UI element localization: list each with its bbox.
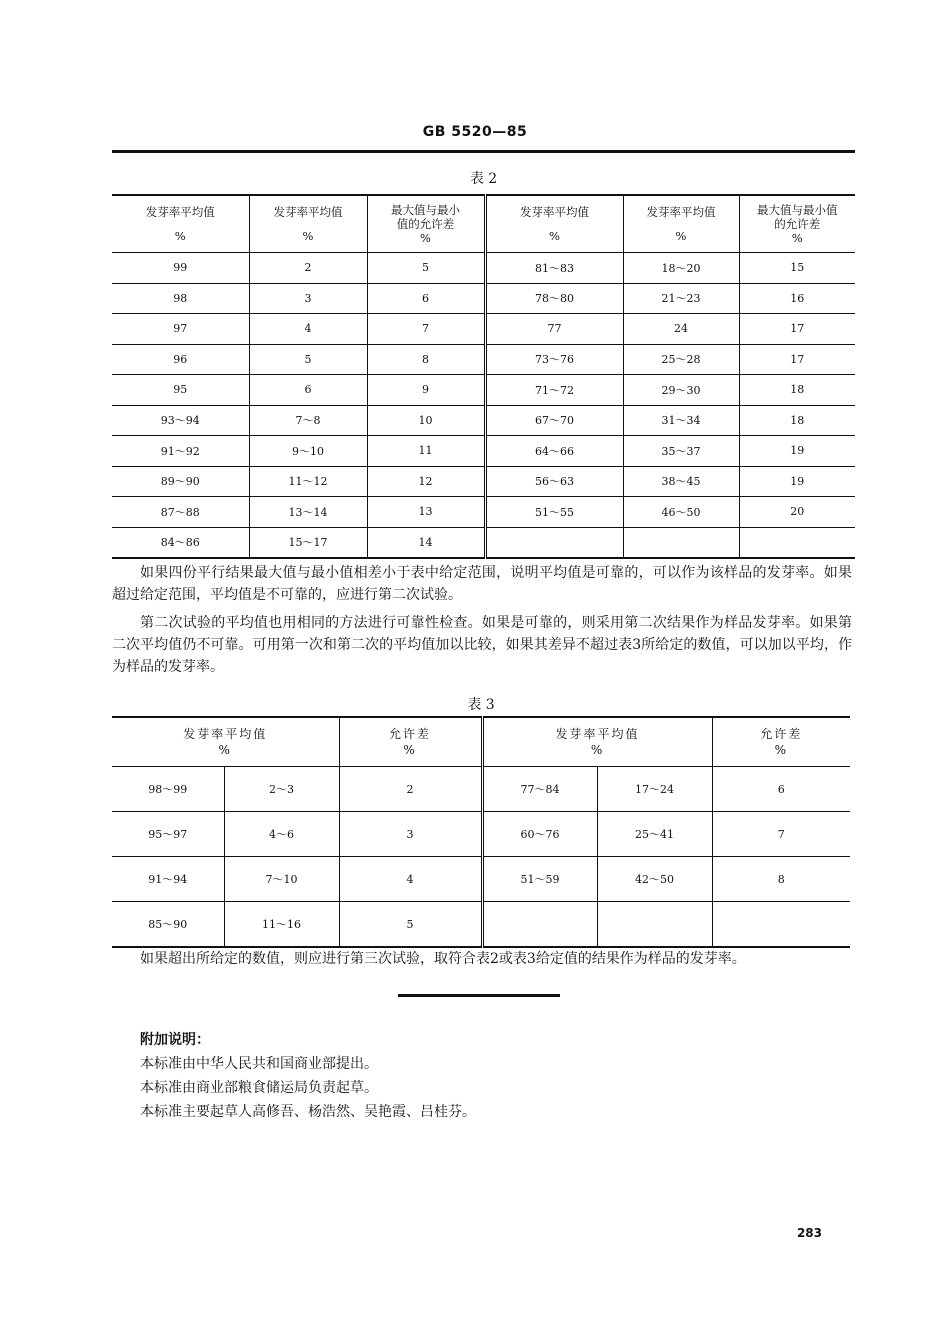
table3-cell: 4 — [339, 857, 482, 902]
table2-cell — [485, 527, 623, 558]
table2-row — [112, 405, 855, 436]
table3-cell: 7～10 — [224, 857, 339, 902]
table3-cell: 42～50 — [597, 857, 712, 902]
table2-cell: 19 — [739, 436, 855, 467]
paragraph-1: 如果四份平行结果最大值与最小值相差小于表中给定范围，说明平均值是可靠的，可以作为该样品的发芽率。如果超过给定范围，平均值是不可靠的，应进行第二次试验。 — [112, 565, 852, 603]
table2-row — [112, 253, 855, 284]
table2-cell: 7～8 — [249, 405, 367, 436]
table2-cell: 84～86 — [160, 536, 200, 550]
notes-line-1: 本标准由中华人民共和国商业部提出。 — [140, 1056, 378, 1072]
table3-row — [112, 812, 850, 857]
table2-row — [112, 314, 855, 345]
table2-cell: 91～92 — [112, 436, 249, 467]
notes-line-3: 本标准主要起草人高修吾、杨浩然、吴艳霞、吕桂芬。 — [140, 1104, 476, 1120]
table2-cell: 13～14 — [249, 497, 367, 528]
table3-cell: 8 — [712, 857, 850, 902]
table3-cell: 51～59 — [482, 857, 597, 902]
table2-row — [112, 527, 855, 558]
table2-cell: 8 — [367, 344, 485, 375]
table2-header-cell: 发芽率平均值 % — [485, 195, 623, 253]
table2-header-cell: 发芽率平均值 % — [112, 195, 249, 253]
table3-header-row — [112, 717, 850, 767]
table2-cell: 18～20 — [623, 253, 739, 284]
table2-cell: 35～37 — [623, 436, 739, 467]
table2-header-cell: 发芽率平均值 % — [249, 195, 367, 253]
table2-cell: 7 — [367, 314, 485, 345]
table2-cell: 3 — [249, 283, 367, 314]
table2-cell: 6 — [249, 375, 367, 406]
table2-caption: 表 2 — [469, 171, 498, 187]
table2-cell — [739, 527, 855, 558]
table2-cell: 95 — [112, 375, 249, 406]
table2-cell: 20 — [739, 497, 855, 528]
table2-header-cell: 最大值与最小值的允许差 % — [739, 195, 855, 253]
notes-line-2: 本标准由商业部粮食储运局负责起草。 — [140, 1080, 378, 1096]
table2-header-cell: 最大值与最小值的允许差 % — [367, 195, 485, 253]
table2-cell: 9 — [367, 375, 485, 406]
table2-row — [112, 436, 855, 467]
table2-cell: 21～23 — [623, 283, 739, 314]
table2-row — [112, 497, 855, 528]
table2-cell: 87～88 — [112, 497, 249, 528]
table2 — [112, 194, 855, 559]
table2-cell: 12 — [367, 466, 485, 497]
table2-cell: 71～72 — [485, 375, 623, 406]
table2-cell: 89～90 — [112, 466, 249, 497]
table2-cell: 15 — [739, 253, 855, 284]
table2-cell: 5 — [367, 253, 485, 284]
table2-cell: 93～94 — [112, 405, 249, 436]
table2-cell: 18 — [739, 405, 855, 436]
table2-cell: 64～66 — [485, 436, 623, 467]
paragraph-3: 如果超出所给定的数值，则应进行第三次试验，取符合表2或表3给定值的结果作为样品的发芽率。 — [140, 951, 746, 967]
table2-cell: 38～45 — [623, 466, 739, 497]
table3-cell: 3 — [339, 812, 482, 857]
table2-cell: 51～55 — [485, 497, 623, 528]
table3-cell: 25～41 — [597, 812, 712, 857]
table2-cell: 11 — [367, 436, 485, 467]
table3 — [112, 716, 850, 948]
table3-header-cell: 允许差 % — [339, 717, 482, 767]
table2-cell: 9～10 — [249, 436, 367, 467]
table2-cell: 11～12 — [249, 466, 367, 497]
table2-cell: 6 — [367, 283, 485, 314]
table2-cell: 15～17 — [249, 527, 367, 558]
table2-cell: 14 — [367, 527, 485, 558]
table3-cell: 98～99 — [112, 767, 224, 812]
table3-header-cell: 发芽率平均值 % — [112, 717, 339, 767]
table2-cell: 29～30 — [623, 375, 739, 406]
table2-cell: 81～83 — [485, 253, 623, 284]
standard-code: GB 5520—85 — [422, 124, 528, 140]
table3-cell: 91～94 — [112, 857, 224, 902]
section-divider — [398, 994, 560, 997]
table2-cell: 4 — [249, 314, 367, 345]
table2-cell: 46～50 — [623, 497, 739, 528]
table2-cell: 96 — [112, 344, 249, 375]
table3-cell — [597, 902, 712, 948]
table3-cell: 2～3 — [224, 767, 339, 812]
table3-caption: 表 3 — [467, 697, 495, 713]
table2-header-row — [112, 195, 855, 253]
table2-cell: 97 — [112, 314, 249, 345]
table3-cell: 7 — [712, 812, 850, 857]
table3-cell: 85～90 — [148, 918, 188, 931]
table3-cell: 11～16 — [224, 902, 339, 948]
table2-cell: 10 — [367, 405, 485, 436]
table3-header-cell: 发芽率平均值 % — [482, 717, 712, 767]
notes-title: 附加说明： — [140, 1032, 210, 1048]
table3-header-cell: 允许差 % — [712, 717, 850, 767]
table3-cell: 77～84 — [482, 767, 597, 812]
table2-cell: 99 — [112, 253, 249, 284]
table2-cell: 13 — [367, 497, 485, 528]
table2-cell: 19 — [739, 466, 855, 497]
table2-cell: 5 — [249, 344, 367, 375]
table2-cell: 31～34 — [623, 405, 739, 436]
table2-cell: 24 — [623, 314, 739, 345]
page-number: 283 — [796, 1226, 822, 1240]
table3-row — [112, 902, 850, 948]
table2-cell: 98 — [112, 283, 249, 314]
table2-cell: 56～63 — [485, 466, 623, 497]
table3-cell: 6 — [712, 767, 850, 812]
table3-cell — [482, 902, 597, 948]
table2-row — [112, 344, 855, 375]
table2-header-cell: 发芽率平均值 % — [623, 195, 739, 253]
table2-cell: 67～70 — [485, 405, 623, 436]
paragraph-2: 第二次试验的平均值也用相同的方法进行可靠性检查。如果是可靠的，则采用第二次结果作为样品发芽率。如果第二次平均值仍不可靠。可用第一次和第二次的平均值加以比较，如果其差异不超过表3所给定的数值，可以加以平均，作为样品的发芽率。 — [112, 615, 852, 675]
table2-cell — [623, 527, 739, 558]
table2-cell: 17 — [739, 314, 855, 345]
table3-cell — [712, 902, 850, 948]
table2-cell: 2 — [249, 253, 367, 284]
table2-cell: 25～28 — [623, 344, 739, 375]
table3-cell: 2 — [339, 767, 482, 812]
table2-cell: 77 — [485, 314, 623, 345]
table3-cell: 5 — [339, 902, 482, 948]
table3-cell: 17～24 — [597, 767, 712, 812]
table3-row — [112, 767, 850, 812]
table2-row — [112, 466, 855, 497]
table2-row — [112, 375, 855, 406]
table2-cell: 78～80 — [485, 283, 623, 314]
table2-cell: 16 — [739, 283, 855, 314]
table3-row — [112, 857, 850, 902]
header-rule — [112, 150, 855, 153]
table2-cell: 73～76 — [485, 344, 623, 375]
table2-cell: 18 — [739, 375, 855, 406]
table3-cell: 95～97 — [112, 812, 224, 857]
table3-cell: 60～76 — [482, 812, 597, 857]
table3-cell: 4～6 — [224, 812, 339, 857]
table2-row — [112, 283, 855, 314]
table2-cell: 17 — [739, 344, 855, 375]
